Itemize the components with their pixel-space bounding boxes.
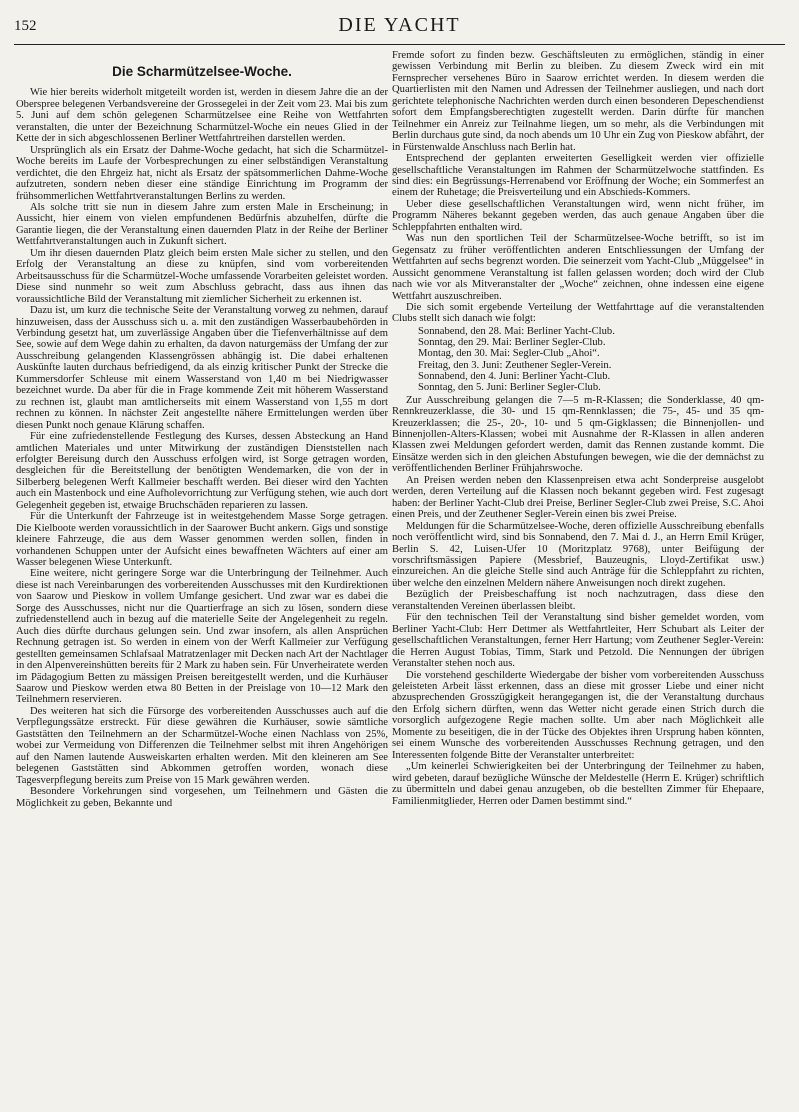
regatta-schedule [418, 326, 764, 394]
paragraph: Besondere Vorkehrungen sind vorgesehen, um Teilnehmern und Gästen die Möglichkeit zu geben, Bekannte und [16, 786, 388, 809]
paragraph: Zur Ausschreibung gelangen die 7—5 m-R-Klassen; die Sonderklasse, 40 qm-Rennkreuzerklasse, die 30- und 15 qm-Rennklassen; die 75-, 45- und 35 qm-Kreuzerklassen; die 25-, 20-, 10- und 5 qm-Gigklassen; die Binnenjollen- und Binnenjollen-Alters-Klassen; wobei mit Ausnahme der R-Klassen in allen anderen Klassen zwei Meldungen gefordert werden, damit das Rennen zustande kommt. Die Einsätze werden sich in den gleichen Abstufungen bewegen, wie die der demnächst zu veröffentlichenden Berliner Frühjahrswoche. [392, 394, 764, 475]
paragraph: Für eine zufriedenstellende Festlegung des Kurses, dessen Absteckung an Hand amtlichen Materiales und unter Mitwirkung der zuständigen Dienststellen nach erfolgter Bereisung durch den Ausschuss erfolgen wird, ist Sorge getragen worden, desgleichen für die Bereitstellung der benötigten Wendemarken, die von der in Silberberg belegenen Werft Kallmeier beschafft werden. Bei dieser wird den Yachten auch ein Mastenbock und eine Aufholevorrichtung zur Verfügung stehen, wie auch dort Gelegenheit gegeben ist, etwaige Bruchschäden reparieren zu lassen. [16, 431, 388, 511]
paragraph: Ueber diese gesellschaftlichen Veranstaltungen wird, wenn nicht früher, im Programm Näheres bekannt gegeben werden, das auch genaue Angaben über die Schleppfahrten enthalten wird. [392, 198, 764, 233]
schedule-entry: Freitag, den 3. Juni: Zeuthener Segler-Verein. [418, 359, 612, 371]
paragraph: Für den technischen Teil der Veranstaltung sind bisher gemeldet worden, vom Berliner Yacht-Club: Herr Dettmer als Wettfahrtleiter, Herr Schubart als Leiter der gesellschaftlichen Veranstaltungen, ferner Herr Hartung; vom Zeuthener Segler-Verein: die Herren August Tobias, Timm, Stark und Petzold. Die Nennungen der übrigen Veranstalter stehen noch aus. [392, 612, 764, 670]
paragraph: Die sich somit ergebende Verteilung der Wettfahrttage auf die veranstaltenden Clubs stellt sich danach wie folgt: [392, 301, 764, 325]
left-column [16, 58, 388, 809]
paragraph: Als solche tritt sie nun in diesem Jahre zum ersten Male in Erscheinung; in Aussicht, hier einem von vielen empfundenen Bedürfnis abzuhelfen, dürfte die Garantie liegen, die der Veranstaltung einen dauernden Platz in der Reihe der Berliner Wettfahrtveranstaltungen auch in Zukunft sichert. [16, 201, 388, 248]
paragraph: Meldungen für die Scharmützelsee-Woche, deren offizielle Ausschreibung ebenfalls noch veröffentlicht wird, sind bis Sonnabend, den 7. Mai d. J., an Herrn Emil Krüger, Berlin S. 42, Luisen-Ufer 10 (Moritzplatz 9768), unter Beifügung der vorschriftsmässigen Papiere (Messbrief, Bauzeugnis, Lloyd-Zertifikat usw.) einzureichen. An die gleiche Stelle sind auch Anträge für die Schleppfahrt zu richten, über welche den einzelnen Meldern nähere Anweisungen noch direkt zugehen. [392, 520, 764, 589]
paragraph: Eine weitere, nicht geringere Sorge war die Unterbringung der Teilnehmer. Auch diese ist nach Vereinbarungen des vorbereitenden Ausschusses mit den Kurdirektionen von Saarow und Pieskow in vollem Umfange gesichert. Und zwar war es dabei die Sorge des Ausschusses, nicht nur die Quartierfrage an sich zu lösen, sondern diese zufriedenstellend auch in bezug auf die materielle Seite der Angelegenheit zu regeln. Auch dies dürfte durchaus gelungen sein. Und zwar insofern, als allen Ansprüchen Rechnung getragen ist. So werden in einem von der Werft Kallmeier zur Verfügung gestellten gemeinsamen Schlafsaal Matratzenlager mit Decken nach Art der Nachtlager in den Alpenvereinshütten bereits für 2 Mark zu haben sein. Für Unverheiratete werden im Pädagogium Betten zu mässigen Preisen bereitgestellt werden, und die Kurhäuser Saarow und Pieskow werden etwa 80 Betten in der Preislage von 10—12 Mark den Teilnehmern reservieren. [16, 568, 388, 706]
schedule-entry: Sonntag, den 29. Mai: Berliner Segler-Club. [418, 337, 606, 349]
paragraph: An Preisen werden neben den Klassenpreisen etwa acht Sonderpreise ausgelobt werden, deren Verteilung auf die Klassen noch bekannt gegeben wird. Fest zugesagt haben: der Berliner Yacht-Club drei Preise, Berliner Segler-Club zwei Preise, S.C. Ahoi einen Preis, und der Zeuthener Segler-Verein einen bis zwei Preise. [392, 474, 764, 521]
paragraph: Bezüglich der Preisbeschaffung ist noch nachzutragen, dass diese den veranstaltenden Vereinen überlassen bleibt. [392, 589, 764, 612]
quoted-request: „Um keinerlei Schwierigkeiten bei der Unterbringung der Teilnehmer zu haben, wird gebeten, darauf bezügliche Wünsche der Meldestelle (Herrn E. Krüger) schriftlich zu übermitteln und dabei genau anzugeben, ob die bestellten Zimmer für Ehepaare, Familienmitglieder, Herren oder Damen bestimmt sind.“ [392, 761, 764, 807]
paragraph: Des weiteren hat sich die Fürsorge des vorbereitenden Ausschusses auch auf die Verpflegungssätze erstreckt. Für diese gewähren die Kurhäuser, sowie sämtliche Gaststätten den Teilnehmern an der Scharmützel-Woche einen Nachlass von 25%, wobei zur Vermeidung von Differenzen die Teilnehmer selbst mit ihren Angehörigen auf den Namen lautende Ausweiskarten erhalten werden. Mit den kleineren am See belegenen Gaststätten sind Abkommen getroffen worden, wonach diese Tagesverpflegung bereits zum Preise von 15 Mark gewähren werden. [16, 705, 388, 786]
paragraph: Entsprechend der geplanten erweiterten Geselligkeit werden vier offizielle gesellschaftliche Veranstaltungen im Rahmen der Scharmützelwoche stattfinden. Es sind dies: ein Begrüssungs-Herrenabend vor Eröffnung der Woche; ein Sommerfest an einem der Ruhetage; die Preisverteilung und ein Abschieds-Kommers. [392, 153, 764, 199]
paragraph: Die vorstehend geschilderte Wiedergabe der bisher vom vorbereitenden Ausschuss geleisteten Arbeit lässt erkennen, dass an diese mit grosser Liebe und einer nicht abzusprechenden Grosszügigkeit herangegangen ist, die der Veranstaltung durchaus den Erfolg sichern dürften, wenn das Wetter nicht gerade einen Strich durch die vorsorglich aufgezogene Regie machen sollte. Um aber nach Möglichkeit alle Momente zu beseitigen, die in der Tücke des Objektes ihren Ursprung haben könnten, sei einem Wunsche des vorbereitenden Ausschusses Rechnung getragen, und den Interessenten folgende Bitte der Veranstalter unterbreitet: [392, 669, 764, 761]
paragraph: Um ihr diesen dauernden Platz gleich beim ersten Male sicher zu stellen, und den Erfolg der Veranstaltung an diese zu knüpfen, sind vom vorbereitenden Arbeitsausschuss für die Scharmützel-Woche umfassende Vorarbeiten geleistet worden. Diese sind nunmehr so weit zum Abschluss gebracht, dass aus ihnen das voraussichtliche Bild der Veranstaltung mit ziemlicher Sicherheit zu erkennen ist. [16, 247, 388, 305]
article-title: Die Scharmützelsee-Woche. [112, 64, 292, 79]
schedule-entry: Montag, den 30. Mai: Segler-Club „Ahoi“. [418, 348, 600, 360]
schedule-entry: Sonntag, den 5. Juni: Berliner Segler-Club. [418, 382, 601, 394]
schedule-entry: Sonnabend, den 28. Mai: Berliner Yacht-Club. [418, 325, 615, 337]
paragraph: Ursprünglich als ein Ersatz der Dahme-Woche gedacht, hat sich die Scharmützel-Woche bereits im Laufe der Vorbesprechungen zu einer selbständigen Veranstaltung verdichtet, die den Ehrgeiz hat, nicht als Ersatz der spätsommerlichen Dahme-Woche aufzutreten, sondern neben dieser eine ständige Einrichtung im Programm der frühsommerlichen Wettfahrtveranstaltungen Berlins zu werden. [16, 144, 388, 202]
right-column [392, 50, 764, 807]
paragraph: Fremde sofort zu finden bezw. Geschäftsleuten zu ermöglichen, ständig in einer gewissen Verbindung mit Berlin zu bleiben. Zu diesem Zweck wird ein mit Fernsprecher versehenes Büro in Saarow errichtet werden. In diesem werden die Quartierlisten mit den Namen und Adressen der Teilnehmer ausliegen, und nach dort gerichtete telephonische Nachrichten werden durch einen besonderen Depeschendienst sofort dem Empfangsberechtigten zugestellt werden. Darin dürfte für manchen Teilnehmer ein Anreiz zur Teilnahme liegen, um so mehr, als die Verbindungen mit Berlin durchaus gute sind, da noch abends um 10 Uhr ein Zug von Pieskow abfährt, der in Fürstenwalde Anschluss nach Berlin hat. [392, 50, 764, 153]
paragraph: Für die Unterkunft der Fahrzeuge ist in weitestgehendem Masse Sorge getragen. Die Kielboote werden voraussichtlich in der Saarower Bucht ankern. Gigs und sonstige kleinere Fahrzeuge, die aus dem Wasser genommen werden sollen, finden in vorhandenen Schuppen unter der Aufsicht eines bewaffneten Wächters auf einer am Wasser belegenen Wiese Unterkunft. [16, 511, 388, 569]
page-number: 152 [14, 18, 37, 34]
paragraph: Wie hier bereits widerholt mitgeteilt worden ist, werden in diesem Jahre die an der Oberspree belegenen Verbandsvereine der Grossegelei in der Zeit vom 23. Mai bis zum 5. Juni auf dem schön gelegenen Scharmützelsee eine Reihe von Wettfahrten veranstalten, die unter der Bezeichnung Scharmützel-Woche ein neues Glied in der Kette der in sich abgeschlossenen Berliner Wettfahrtreihen darstellen werden. [16, 87, 388, 145]
schedule-entry: Sonnabend, den 4. Juni: Berliner Yacht-Club. [418, 371, 611, 383]
paragraph: Dazu ist, um kurz die technische Seite der Veranstaltung vorweg zu nehmen, darauf hinzuweisen, dass der Ausschuss sich u. a. mit den zuständigen Wasserbaubehörden in Verbindung gesetzt hat, um zuverlässige Angaben über die Tiefenverhältnisse auf dem See, sowie auf dem Wege dahin zu erhalten, da davon naturgemäss der Umfang der zur Ausschreibung gelangenden Klassengrössen abhängig ist. Die dabei erhaltenen Auskünfte lauten durchaus befriedigend, da als einzig kritischer Punkt der Strecke die Kummersdorfer Schleuse mit einem Wasserstand von 1,40 m bei Niedrigwasser bezeichnet wurde. Da aber für die in Frage kommende Zeit mit höherem Wasserstand zu rechnen ist, glaubt man amtlicherseits mit einem Wasserstand von 1,55 m dort rechnen zu können. In nächster Zeit angestellte nähere Ermittelungen werden über diesen Punkt noch genaue Klärung schaffen. [16, 305, 388, 431]
page-header [14, 8, 785, 50]
paragraph: Was nun den sportlichen Teil der Scharmützelsee-Woche betrifft, so ist im Gegensatz zu früher veröffentlichten anderen Entschliessungen der Umfang der Wettfahrten auf sechs begrenzt worden. Die seinerzeit vom Yacht-Club „Müggelsee“ in Aussicht genommene Veranstaltung ist fallen gelassen worden; doch wird der Club nach wie vor als Mitveranstalter der „Woche“ zeichnen, ohne indessen eine eigene Wettfahrt auszuschreiben. [392, 233, 764, 302]
journal-title: DIE YACHT [338, 14, 461, 36]
header-divider [14, 44, 785, 45]
